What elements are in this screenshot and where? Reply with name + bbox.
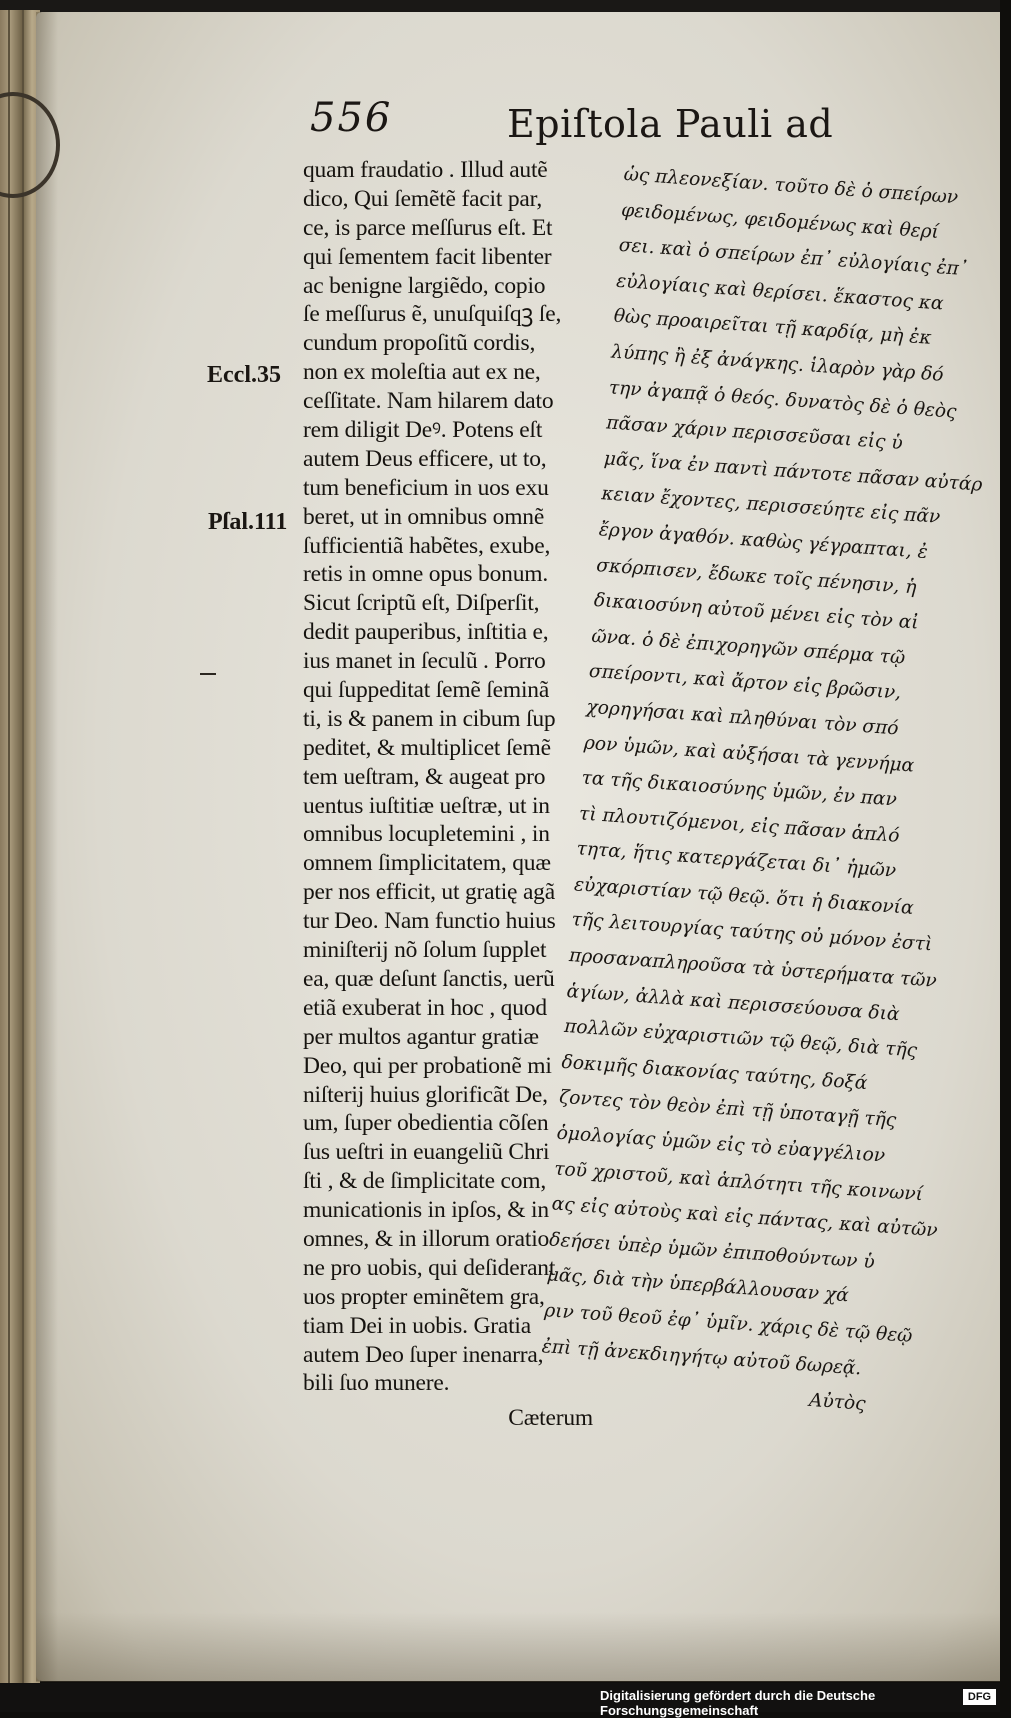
greek-line: τῆς λειτουργίας ταύτης οὐ μόνον ἐστὶ [570, 909, 933, 956]
greek-line: προσαναπληροῦσα τὰ ὑστερήματα τῶν [568, 945, 938, 992]
greek-line: θὼς προαιρεῖται τῇ καρδίᾳ, μὴ ἐκ [613, 306, 933, 350]
latin-line: beret, ut in omnibus omnẽ [303, 503, 545, 530]
latin-line: miniſterij nõ ſolum ſupplet [303, 937, 547, 964]
latin-line: tur Deo. Nam functio huius [303, 908, 556, 935]
latin-line: ſufficientiã habẽtes, exube, [303, 532, 551, 559]
greek-line: εὐχαριστίαν τῷ θεῷ. ὅτι ἡ διακονία [573, 874, 915, 919]
latin-line: tiam Dei in uobis. Gratia [303, 1312, 531, 1339]
greek-line: πολλῶν εὐχαριστιῶν τῷ θεῷ, διὰ τῆς [563, 1016, 918, 1062]
latin-line: Deo, qui per probationẽ mi [303, 1052, 552, 1079]
greek-line: τοῦ χριστοῦ, καὶ ἁπλότητι τῆς κοινωνί [553, 1158, 924, 1205]
greek-line: μᾶς, διὰ τὴν ὑπερβάλλουσαν χά [546, 1264, 850, 1307]
latin-line: autem Deus efficere, ut to, [303, 445, 547, 472]
latin-line: ce, is parce meſſurus eſt. Et [303, 214, 553, 241]
latin-line: quam fraudatio . Illud autẽ [303, 157, 548, 183]
book-spine [0, 10, 40, 1683]
latin-catchword: Cæterum [508, 1405, 593, 1432]
spine-edge [22, 10, 24, 1683]
greek-line: πᾶσαν χάριν περισσεῦσαι εἰς ὑ [605, 412, 904, 455]
greek-line: ριν τοῦ θεοῦ ἐφ᾽ ὑμῖν. χάρις δὲ τῷ θεῷ [543, 1300, 914, 1347]
latin-line: ius manet in ſeculũ . Porro [303, 648, 546, 675]
greek-line: φειδομένως, φειδομένως καὶ θερί [620, 199, 940, 243]
dfg-logo: DFG [963, 1689, 996, 1705]
greek-line: δικαιοσύνη αὐτοῦ μένει εἰς τὸν αἰ [593, 590, 920, 634]
latin-line: qui ſuppeditat ſemẽ ſeminã [303, 677, 550, 704]
latin-line: uos propter eminẽtem gra, [303, 1283, 545, 1310]
greek-line: δοκιμῆς διακονίας ταύτης, δοξά [560, 1051, 869, 1094]
latin-line: rem diligit Deꝰ. Potens eſt [303, 417, 543, 444]
latin-line: omnes, & in illorum oratio [303, 1225, 550, 1252]
latin-line: tum beneficium in uos exu [303, 474, 549, 501]
greek-line: την ἀγαπᾷ ὁ θεός. δυνατὸς δὲ ὁ θεὸς [608, 377, 958, 423]
greek-line: σει. καὶ ὁ σπείρων ἐπ᾽ εὐλογίαις ἐπ᾽ [618, 234, 969, 281]
latin-line: ne pro uobis, qui deſiderant [303, 1254, 556, 1281]
greek-line: ὁμολογίας ὑμῶν εἰς τὸ εὐαγγέλιον [556, 1122, 886, 1167]
latin-line: autem Deo ſuper inenarra, [303, 1341, 544, 1368]
latin-line: dedit pauperibus, inſtitia e, [303, 619, 549, 646]
dfg-funding-notice: Digitalisierung gefördert durch die Deutsche Forschungsgemeinschaft [600, 1688, 876, 1718]
latin-line: tem ueſtram, & augeat pro [303, 763, 546, 790]
latin-line: qui ſementem facit libenter [303, 243, 552, 270]
margin-dash [200, 673, 216, 675]
latin-line: ti, is & panem in cibum ſup [303, 705, 556, 732]
latin-line: ſus ueſtri in euangeliũ Chri [303, 1139, 550, 1166]
page-number: 556 [310, 95, 393, 141]
margin-note-eccl: Eccl.35 [207, 362, 281, 388]
greek-line: τητα, ἥτις κατεργάζεται δι᾽ ἡμῶν [575, 838, 897, 882]
greek-line: μᾶς, ἵνα ἐν παντὶ πάντοτε πᾶσαν αὐτάρ [603, 448, 984, 496]
latin-line: retis in omne opus bonum. [303, 561, 548, 588]
latin-line: dico, Qui ſemẽtẽ facit par, [303, 185, 542, 212]
greek-line: ἐπὶ τῇ ἀνεκδιηγήτῳ αὐτοῦ δωρεᾷ. [541, 1335, 863, 1380]
latin-line: omnibus locupletemini , in [303, 821, 550, 848]
latin-line: ſti , & de ſimplicitate com, [303, 1168, 547, 1195]
latin-line: ceſſitate. Nam hilarem dato [303, 388, 554, 415]
greek-line: ὡς πλεονεξίαν. τοῦτο δὲ ὁ σπείρων [623, 163, 959, 209]
page-gutter-shadow [36, 12, 58, 1681]
latin-line: non ex moleſtia aut ex ne, [303, 359, 541, 386]
spine-edge [8, 10, 10, 1683]
latin-line: niſterij huius glorificãt De, [303, 1081, 548, 1108]
greek-line: ρον ὑμῶν, καὶ αὐξήσαι τὰ γεννήμα [583, 732, 915, 777]
greek-line: ἔργον ἀγαθόν. καθὼς γέγραπται, ἐ [598, 519, 929, 563]
greek-line: τα τῆς δικαιοσύνης ὑμῶν, ἐν παν [580, 767, 898, 811]
greek-line: εὐλογίαις καὶ θερίσει. ἕκαστος κα [615, 270, 945, 315]
greek-line: ἁγίων, ἀλλὰ καὶ περισσεύουσα διὰ [565, 980, 901, 1025]
latin-line: peditet, & multiplicet ſemẽ [303, 734, 551, 761]
latin-line: ac benigne largiẽdo, copio [303, 272, 546, 299]
greek-line: λύπης ἢ ἐξ ἀνάγκης. ἱλαρὸν γὰρ δό [610, 341, 945, 386]
margin-note-psal: Pſal.111 [208, 509, 288, 535]
latin-line: etiã exuberat in hoc , quod [303, 994, 547, 1021]
greek-line: χορηγήσαι καὶ πληθύναι τὸν σπό [585, 696, 900, 740]
latin-line: per multos agantur gratiæ [303, 1023, 539, 1050]
greek-catchword: Αὐτὸς [808, 1390, 867, 1415]
greek-line: σπείροντι, καὶ ἄρτον εἰς βρῶσιν, [588, 661, 902, 704]
latin-line: bili ſuo munere. [303, 1370, 450, 1397]
latin-line: um, ſuper obedientia cõſen [303, 1110, 549, 1137]
greek-line: κειαν ἔχοντες, περισσεύητε εἰς πᾶν [600, 483, 941, 529]
greek-line: δεήσει ὑπὲρ ὑμῶν ἐπιποθούντων ὑ [548, 1229, 876, 1273]
latin-line: cundum propoſitũ cordis, [303, 330, 536, 357]
latin-line: uentus iuſtitiæ ueſtræ, ut in [303, 792, 550, 819]
latin-line: ea, quæ deſunt ſanctis, uerũ [303, 965, 555, 992]
latin-line: ſe meſſurus ẽ, unuſquiſqꝫ ſe, [303, 301, 562, 328]
greek-line: ζοντες τὸν θεὸν ἐπὶ τῇ ὑποταγῇ τῆς [558, 1087, 897, 1132]
greek-line: ῶνα. ὁ δὲ ἐπιχορηγῶν σπέρμα τῷ [590, 625, 906, 669]
latin-line: omnem ſimplicitatem, quæ [303, 850, 551, 877]
latin-line: municationis in ipſos, & in [303, 1197, 549, 1224]
greek-line: ας εἰς αὐτοὺς καὶ εἰς πάντας, καὶ αὐτῶν [551, 1193, 939, 1242]
running-title: Epiſtola Pauli ad [507, 102, 834, 146]
page-bottom-shadow [36, 1612, 1000, 1682]
greek-line: τὶ πλουτιζόμενοι, εἰς πᾶσαν ἁπλό [578, 803, 901, 847]
greek-line: σκόρπισεν, ἔδωκε τοῖς πένησιν, ἡ [595, 554, 918, 598]
latin-line: per nos efficit, ut gratię agã [303, 879, 555, 906]
latin-line: Sicut ſcriptũ eſt, Diſperſit, [303, 590, 540, 617]
